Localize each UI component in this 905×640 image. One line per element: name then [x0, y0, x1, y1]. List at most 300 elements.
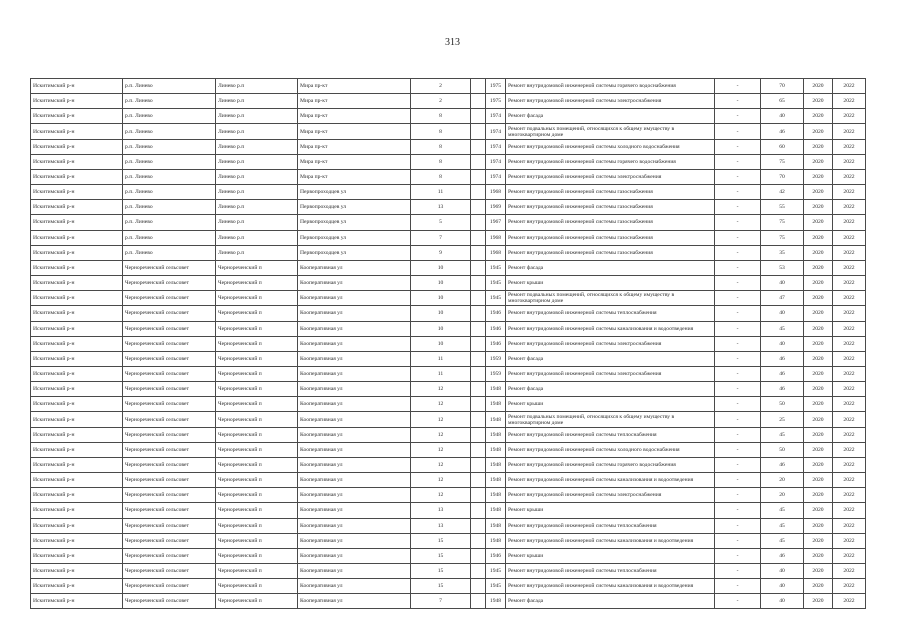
cell-build-year: 1948 [486, 382, 506, 397]
cell-value: 60 [761, 139, 804, 154]
cell-year-from: 2020 [804, 139, 833, 154]
cell-settlement: Линево р.п [216, 124, 298, 139]
cell-district: Искитимский р-н [31, 427, 123, 442]
table-row [31, 594, 866, 609]
cell-mark: - [715, 230, 761, 245]
cell-year-to: 2022 [833, 412, 866, 427]
cell-year-from: 2020 [804, 518, 833, 533]
cell-letter [471, 154, 486, 169]
cell-district: Искитимский р-н [31, 548, 123, 563]
cell-year-to: 2022 [833, 533, 866, 548]
cell-district: Искитимский р-н [31, 579, 123, 594]
cell-settlement: Чернореченский п [216, 412, 298, 427]
cell-municipality: Чернореченский сельсовет [123, 564, 216, 579]
cell-settlement: Линево р.п [216, 139, 298, 154]
cell-house-number: 10 [411, 291, 471, 306]
cell-district: Искитимский р-н [31, 488, 123, 503]
cell-street: Кооперативная ул [298, 594, 411, 609]
cell-municipality: Чернореченский сельсовет [123, 518, 216, 533]
cell-district: Искитимский р-н [31, 503, 123, 518]
table-row [31, 185, 866, 200]
cell-house-number: 12 [411, 397, 471, 412]
cell-house-number: 13 [411, 503, 471, 518]
cell-year-to: 2022 [833, 336, 866, 351]
table-row [31, 200, 866, 215]
cell-street: Кооперативная ул [298, 503, 411, 518]
table-row [31, 397, 866, 412]
cell-mark: - [715, 321, 761, 336]
cell-house-number: 10 [411, 321, 471, 336]
cell-work-type: Ремонт внутридомовой инженерной системы электроснабжения [506, 94, 715, 109]
cell-year-to: 2022 [833, 351, 866, 366]
cell-mark: - [715, 397, 761, 412]
cell-value: 40 [761, 306, 804, 321]
cell-value: 70 [761, 169, 804, 184]
cell-year-from: 2020 [804, 382, 833, 397]
cell-mark: - [715, 382, 761, 397]
cell-value: 20 [761, 473, 804, 488]
cell-mark: - [715, 139, 761, 154]
cell-letter [471, 230, 486, 245]
cell-district: Искитимский р-н [31, 533, 123, 548]
table-row [31, 79, 866, 94]
cell-settlement: Чернореченский п [216, 366, 298, 381]
cell-value: 40 [761, 564, 804, 579]
cell-build-year: 1975 [486, 94, 506, 109]
cell-street: Мира пр-кт [298, 154, 411, 169]
cell-house-number: 8 [411, 139, 471, 154]
cell-build-year: 1946 [486, 336, 506, 351]
cell-work-type: Ремонт внутридомовой инженерной системы теплоснабжения [506, 518, 715, 533]
cell-house-number: 2 [411, 94, 471, 109]
cell-letter [471, 169, 486, 184]
cell-value: 47 [761, 291, 804, 306]
cell-year-from: 2020 [804, 230, 833, 245]
cell-municipality: Чернореченский сельсовет [123, 457, 216, 472]
cell-municipality: Чернореченский сельсовет [123, 579, 216, 594]
cell-municipality: р.п. Линево [123, 139, 216, 154]
cell-letter [471, 412, 486, 427]
cell-letter [471, 245, 486, 260]
cell-municipality: Чернореченский сельсовет [123, 412, 216, 427]
cell-work-type: Ремонт внутридомовой инженерной системы горячего водоснабжения [506, 154, 715, 169]
cell-settlement: Чернореченский п [216, 518, 298, 533]
cell-work-type: Ремонт внутридомовой инженерной системы канализования и водоотведения [506, 473, 715, 488]
cell-year-from: 2020 [804, 109, 833, 124]
cell-year-to: 2022 [833, 594, 866, 609]
table-row [31, 169, 866, 184]
cell-year-to: 2022 [833, 382, 866, 397]
cell-municipality: р.п. Линево [123, 169, 216, 184]
cell-settlement: Линево р.п [216, 230, 298, 245]
cell-mark: - [715, 185, 761, 200]
cell-street: Кооперативная ул [298, 276, 411, 291]
cell-mark: - [715, 306, 761, 321]
cell-work-type: Ремонт внутридомовой инженерной системы электроснабжения [506, 488, 715, 503]
cell-street: Первопроходцев ул [298, 245, 411, 260]
cell-mark: - [715, 488, 761, 503]
cell-work-type: Ремонт внутридомовой инженерной системы газоснабжения [506, 245, 715, 260]
cell-value: 46 [761, 366, 804, 381]
cell-work-type: Ремонт внутридомовой инженерной системы газоснабжения [506, 215, 715, 230]
cell-year-from: 2020 [804, 306, 833, 321]
cell-district: Искитимский р-н [31, 306, 123, 321]
cell-mark: - [715, 503, 761, 518]
cell-value: 35 [761, 245, 804, 260]
cell-municipality: Чернореченский сельсовет [123, 382, 216, 397]
table-row [31, 503, 866, 518]
cell-letter [471, 124, 486, 139]
cell-municipality: Чернореченский сельсовет [123, 260, 216, 275]
cell-work-type: Ремонт фасада [506, 594, 715, 609]
cell-letter [471, 215, 486, 230]
cell-street: Первопроходцев ул [298, 185, 411, 200]
cell-settlement: Чернореченский п [216, 442, 298, 457]
cell-year-from: 2020 [804, 548, 833, 563]
cell-mark: - [715, 336, 761, 351]
cell-build-year: 1974 [486, 154, 506, 169]
table-row [31, 306, 866, 321]
cell-street: Первопроходцев ул [298, 215, 411, 230]
cell-mark: - [715, 366, 761, 381]
cell-municipality: р.п. Линево [123, 109, 216, 124]
cell-municipality: Чернореченский сельсовет [123, 321, 216, 336]
cell-mark: - [715, 276, 761, 291]
cell-house-number: 13 [411, 200, 471, 215]
cell-year-to: 2022 [833, 139, 866, 154]
table-row [31, 518, 866, 533]
cell-letter [471, 139, 486, 154]
cell-build-year: 1948 [486, 397, 506, 412]
cell-value: 45 [761, 503, 804, 518]
cell-municipality: р.п. Линево [123, 79, 216, 94]
cell-house-number: 12 [411, 382, 471, 397]
table-row [31, 260, 866, 275]
cell-value: 25 [761, 412, 804, 427]
cell-settlement: Чернореченский п [216, 291, 298, 306]
table-row [31, 457, 866, 472]
table-row [31, 321, 866, 336]
cell-street: Кооперативная ул [298, 260, 411, 275]
cell-build-year: 1959 [486, 351, 506, 366]
table-row [31, 245, 866, 260]
cell-value: 65 [761, 94, 804, 109]
cell-work-type: Ремонт внутридомовой инженерной системы холодного водоснабжения [506, 139, 715, 154]
cell-municipality: р.п. Линево [123, 230, 216, 245]
cell-district: Искитимский р-н [31, 215, 123, 230]
cell-letter [471, 185, 486, 200]
cell-house-number: 8 [411, 124, 471, 139]
cell-mark: - [715, 169, 761, 184]
cell-house-number: 8 [411, 109, 471, 124]
cell-value: 45 [761, 427, 804, 442]
cell-municipality: Чернореченский сельсовет [123, 594, 216, 609]
cell-settlement: Чернореченский п [216, 457, 298, 472]
cell-value: 40 [761, 579, 804, 594]
cell-letter [471, 594, 486, 609]
cell-street: Кооперативная ул [298, 412, 411, 427]
cell-house-number: 12 [411, 412, 471, 427]
cell-house-number: 10 [411, 276, 471, 291]
cell-street: Первопроходцев ул [298, 230, 411, 245]
cell-house-number: 11 [411, 185, 471, 200]
cell-municipality: Чернореченский сельсовет [123, 488, 216, 503]
cell-year-from: 2020 [804, 412, 833, 427]
cell-build-year: 1948 [486, 457, 506, 472]
cell-work-type: Ремонт внутридомовой инженерной системы канализования и водоотведения [506, 533, 715, 548]
cell-municipality: Чернореченский сельсовет [123, 351, 216, 366]
table-row [31, 564, 866, 579]
cell-build-year: 1968 [486, 230, 506, 245]
cell-settlement: Чернореченский п [216, 548, 298, 563]
cell-district: Искитимский р-н [31, 124, 123, 139]
cell-district: Искитимский р-н [31, 366, 123, 381]
cell-work-type: Ремонт фасада [506, 109, 715, 124]
cell-work-type: Ремонт фасада [506, 351, 715, 366]
cell-settlement: Чернореченский п [216, 488, 298, 503]
cell-house-number: 7 [411, 230, 471, 245]
cell-value: 40 [761, 594, 804, 609]
table-row [31, 366, 866, 381]
cell-settlement: Линево р.п [216, 79, 298, 94]
cell-district: Искитимский р-н [31, 442, 123, 457]
cell-year-from: 2020 [804, 594, 833, 609]
cell-settlement: Чернореченский п [216, 276, 298, 291]
cell-district: Искитимский р-н [31, 351, 123, 366]
page-number: 313 [445, 37, 460, 48]
cell-district: Искитимский р-н [31, 321, 123, 336]
cell-municipality: Чернореченский сельсовет [123, 503, 216, 518]
cell-house-number: 12 [411, 442, 471, 457]
cell-street: Кооперативная ул [298, 473, 411, 488]
cell-value: 55 [761, 200, 804, 215]
cell-street: Кооперативная ул [298, 397, 411, 412]
cell-district: Искитимский р-н [31, 154, 123, 169]
cell-municipality: Чернореченский сельсовет [123, 276, 216, 291]
cell-house-number: 2 [411, 79, 471, 94]
table-row [31, 109, 866, 124]
cell-letter [471, 503, 486, 518]
cell-street: Кооперативная ул [298, 457, 411, 472]
table-row [31, 442, 866, 457]
cell-settlement: Чернореченский п [216, 321, 298, 336]
cell-year-from: 2020 [804, 427, 833, 442]
cell-house-number: 10 [411, 336, 471, 351]
cell-letter [471, 94, 486, 109]
cell-year-from: 2020 [804, 564, 833, 579]
cell-year-to: 2022 [833, 473, 866, 488]
cell-mark: - [715, 245, 761, 260]
cell-settlement: Чернореченский п [216, 533, 298, 548]
cell-build-year: 1948 [486, 594, 506, 609]
cell-house-number: 15 [411, 579, 471, 594]
cell-work-type: Ремонт внутридомовой инженерной системы газоснабжения [506, 185, 715, 200]
cell-year-from: 2020 [804, 488, 833, 503]
cell-year-from: 2020 [804, 169, 833, 184]
cell-house-number: 13 [411, 518, 471, 533]
cell-year-to: 2022 [833, 185, 866, 200]
cell-value: 50 [761, 397, 804, 412]
cell-district: Искитимский р-н [31, 291, 123, 306]
cell-work-type: Ремонт фасада [506, 382, 715, 397]
cell-municipality: Чернореченский сельсовет [123, 427, 216, 442]
cell-settlement: Линево р.п [216, 200, 298, 215]
cell-district: Искитимский р-н [31, 260, 123, 275]
cell-year-to: 2022 [833, 548, 866, 563]
cell-street: Мира пр-кт [298, 169, 411, 184]
cell-letter [471, 321, 486, 336]
cell-work-type: Ремонт подвальных помещений, относящихся к общему имуществу в многоквартирном доме [506, 291, 715, 306]
cell-municipality: р.п. Линево [123, 94, 216, 109]
cell-district: Искитимский р-н [31, 139, 123, 154]
cell-year-to: 2022 [833, 154, 866, 169]
cell-street: Мира пр-кт [298, 109, 411, 124]
cell-value: 75 [761, 230, 804, 245]
cell-letter [471, 564, 486, 579]
table-row [31, 291, 866, 306]
cell-street: Кооперативная ул [298, 442, 411, 457]
table-row [31, 473, 866, 488]
table-row [31, 548, 866, 563]
cell-street: Кооперативная ул [298, 291, 411, 306]
cell-settlement: Чернореченский п [216, 594, 298, 609]
cell-build-year: 1975 [486, 79, 506, 94]
cell-municipality: р.п. Линево [123, 200, 216, 215]
cell-street: Мира пр-кт [298, 124, 411, 139]
cell-value: 70 [761, 79, 804, 94]
cell-year-to: 2022 [833, 397, 866, 412]
cell-district: Искитимский р-н [31, 276, 123, 291]
cell-mark: - [715, 579, 761, 594]
cell-municipality: р.п. Линево [123, 215, 216, 230]
table-row [31, 533, 866, 548]
cell-street: Первопроходцев ул [298, 200, 411, 215]
cell-letter [471, 200, 486, 215]
cell-value: 46 [761, 548, 804, 563]
cell-year-to: 2022 [833, 169, 866, 184]
cell-year-from: 2020 [804, 503, 833, 518]
cell-work-type: Ремонт крыши [506, 276, 715, 291]
cell-letter [471, 291, 486, 306]
cell-letter [471, 276, 486, 291]
cell-value: 46 [761, 457, 804, 472]
cell-house-number: 12 [411, 488, 471, 503]
cell-house-number: 15 [411, 564, 471, 579]
cell-build-year: 1948 [486, 518, 506, 533]
cell-municipality: р.п. Линево [123, 185, 216, 200]
cell-year-to: 2022 [833, 427, 866, 442]
cell-build-year: 1968 [486, 185, 506, 200]
cell-house-number: 15 [411, 533, 471, 548]
cell-district: Искитимский р-н [31, 457, 123, 472]
cell-work-type: Ремонт внутридомовой инженерной системы электроснабжения [506, 336, 715, 351]
cell-house-number: 15 [411, 548, 471, 563]
cell-year-to: 2022 [833, 291, 866, 306]
table-row [31, 382, 866, 397]
table-row [31, 230, 866, 245]
cell-letter [471, 533, 486, 548]
cell-mark: - [715, 351, 761, 366]
cell-value: 75 [761, 215, 804, 230]
cell-value: 40 [761, 109, 804, 124]
cell-value: 40 [761, 276, 804, 291]
cell-year-from: 2020 [804, 457, 833, 472]
cell-municipality: Чернореченский сельсовет [123, 548, 216, 563]
cell-street: Кооперативная ул [298, 306, 411, 321]
cell-build-year: 1945 [486, 276, 506, 291]
cell-build-year: 1948 [486, 427, 506, 442]
table-row [31, 276, 866, 291]
cell-street: Кооперативная ул [298, 336, 411, 351]
cell-settlement: Чернореченский п [216, 427, 298, 442]
cell-mark: - [715, 457, 761, 472]
cell-year-to: 2022 [833, 79, 866, 94]
cell-mark: - [715, 79, 761, 94]
cell-work-type: Ремонт внутридомовой инженерной системы газоснабжения [506, 200, 715, 215]
cell-work-type: Ремонт внутридомовой инженерной системы холодного водоснабжения [506, 442, 715, 457]
cell-value: 45 [761, 321, 804, 336]
cell-mark: - [715, 594, 761, 609]
cell-work-type: Ремонт внутридомовой инженерной системы теплоснабжения [506, 427, 715, 442]
cell-year-to: 2022 [833, 260, 866, 275]
cell-mark: - [715, 548, 761, 563]
cell-work-type: Ремонт подвальных помещений, относящихся к общему имуществу в многоквартирном доме [506, 412, 715, 427]
cell-house-number: 12 [411, 427, 471, 442]
cell-letter [471, 366, 486, 381]
cell-mark: - [715, 109, 761, 124]
cell-street: Кооперативная ул [298, 366, 411, 381]
table-row [31, 215, 866, 230]
cell-year-to: 2022 [833, 306, 866, 321]
cell-street: Кооперативная ул [298, 579, 411, 594]
cell-letter [471, 488, 486, 503]
cell-letter [471, 548, 486, 563]
cell-mark: - [715, 291, 761, 306]
cell-settlement: Линево р.п [216, 169, 298, 184]
cell-year-from: 2020 [804, 579, 833, 594]
cell-work-type: Ремонт внутридомовой инженерной системы канализования и водоотведения [506, 579, 715, 594]
table-row [31, 154, 866, 169]
cell-value: 53 [761, 260, 804, 275]
table-row [31, 412, 866, 427]
cell-work-type: Ремонт внутридомовой инженерной системы горячего водоснабжения [506, 457, 715, 472]
cell-build-year: 1945 [486, 291, 506, 306]
cell-settlement: Линево р.п [216, 185, 298, 200]
table-row [31, 579, 866, 594]
cell-municipality: Чернореченский сельсовет [123, 366, 216, 381]
cell-district: Искитимский р-н [31, 412, 123, 427]
cell-settlement: Чернореченский п [216, 351, 298, 366]
cell-letter [471, 109, 486, 124]
cell-settlement: Чернореченский п [216, 382, 298, 397]
cell-work-type: Ремонт внутридомовой инженерной системы электроснабжения [506, 169, 715, 184]
cell-house-number: 8 [411, 169, 471, 184]
cell-street: Кооперативная ул [298, 518, 411, 533]
cell-year-from: 2020 [804, 397, 833, 412]
cell-work-type: Ремонт крыши [506, 503, 715, 518]
cell-district: Искитимский р-н [31, 185, 123, 200]
cell-settlement: Чернореченский п [216, 473, 298, 488]
cell-mark: - [715, 518, 761, 533]
cell-year-from: 2020 [804, 185, 833, 200]
cell-year-from: 2020 [804, 79, 833, 94]
cell-value: 20 [761, 488, 804, 503]
cell-work-type: Ремонт крыши [506, 397, 715, 412]
cell-municipality: р.п. Линево [123, 154, 216, 169]
cell-house-number: 11 [411, 366, 471, 381]
cell-year-from: 2020 [804, 215, 833, 230]
cell-district: Искитимский р-н [31, 473, 123, 488]
